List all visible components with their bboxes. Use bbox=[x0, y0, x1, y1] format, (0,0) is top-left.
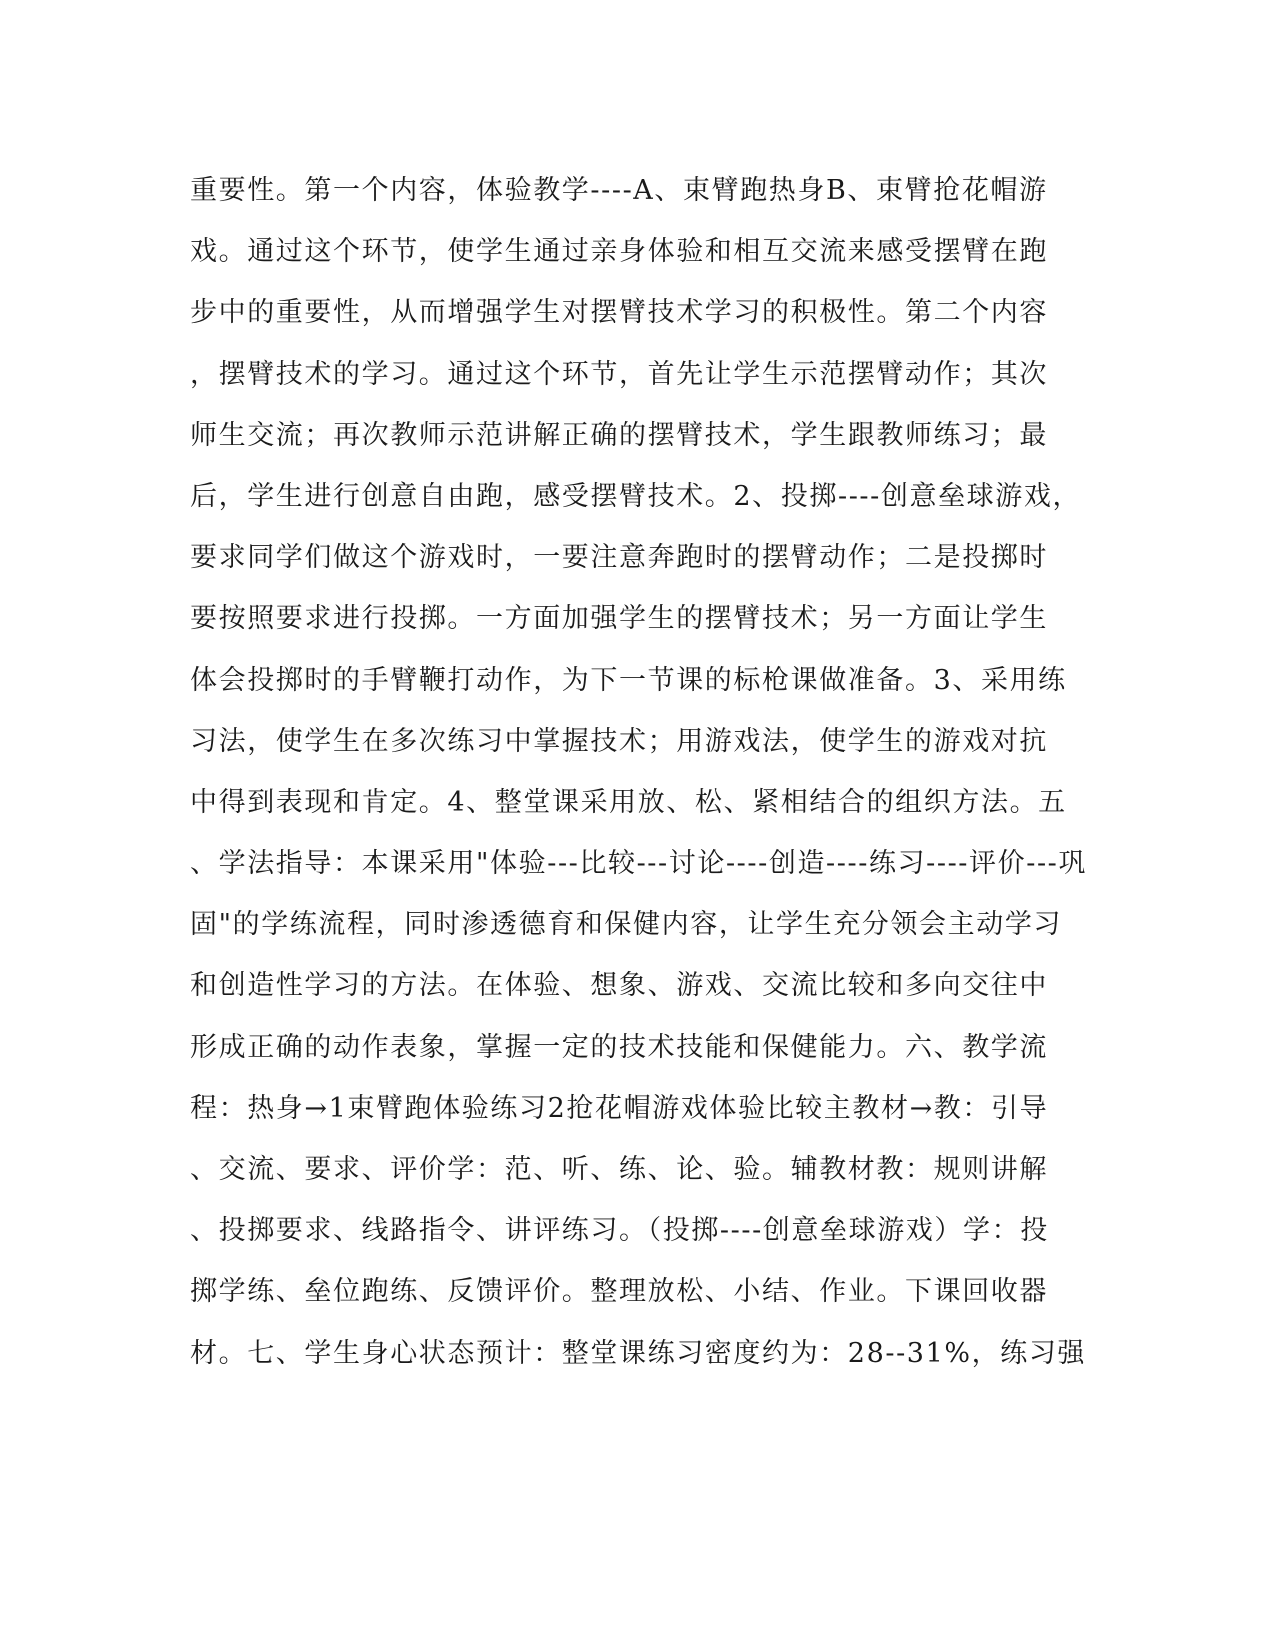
text-line: 师生交流；再次教师示范讲解正确的摆臂技术，学生跟教师练习；最 bbox=[190, 419, 1048, 451]
text-line: ，摆臂技术的学习。通过这个环节，首先让学生示范摆臂动作；其次 bbox=[190, 358, 1048, 390]
text-line: 习法，使学生在多次练习中掌握技术；用游戏法，使学生的游戏对抗 bbox=[190, 725, 1048, 757]
text-line: 体会投掷时的手臂鞭打动作，为下一节课的标枪课做准备。3、采用练 bbox=[190, 664, 1067, 696]
body-text bbox=[190, 160, 1090, 1384]
text-line: 步中的重要性，从而增强学生对摆臂技术学习的积极性。第二个内容 bbox=[190, 297, 1048, 329]
text-line: 掷学练、垒位跑练、反馈评价。整理放松、小结、作业。下课回收器 bbox=[190, 1276, 1048, 1308]
text-line: 形成正确的动作表象，掌握一定的技术技能和保健能力。六、教学流 bbox=[190, 1031, 1048, 1063]
text-line: 要按照要求进行投掷。一方面加强学生的摆臂技术；另一方面让学生 bbox=[190, 603, 1048, 635]
text-line: 中得到表现和肯定。4、整堂课采用放、松、紧相结合的组织方法。五 bbox=[190, 786, 1067, 818]
text-line: 、交流、要求、评价学：范、听、练、论、验。辅教材教：规则讲解 bbox=[190, 1154, 1048, 1185]
text-line: 后，学生进行创意自由跑，感受摆臂技术。2、投掷----创意垒球游戏， bbox=[190, 480, 1082, 512]
text-line: 材。七、学生身心状态预计：整堂课练习密度约为：28--31%，练习强 bbox=[190, 1337, 1087, 1369]
text-line: 固"的学练流程，同时渗透德育和保健内容，让学生充分领会主动学习 bbox=[190, 909, 1063, 941]
text-line: 、学法指导：本课采用"体验---比较---讨论----创造----练习----评价---巩 bbox=[190, 848, 1088, 880]
text-line: 戏。通过这个环节，使学生通过亲身体验和相互交流来感受摆臂在跑 bbox=[190, 236, 1048, 268]
text-line: 和创造性学习的方法。在体验、想象、游戏、交流比较和多向交往中 bbox=[190, 970, 1048, 1002]
text-line: 、投掷要求、线路指令、讲评练习。（投掷----创意垒球游戏）学：投 bbox=[190, 1215, 1049, 1247]
text-line: 要求同学们做这个游戏时，一要注意奔跑时的摆臂动作；二是投掷时 bbox=[190, 542, 1048, 574]
text-line: 重要性。第一个内容，体验教学----A、束臂跑热身B、束臂抢花帽游 bbox=[190, 175, 1048, 206]
text-line: 程：热身→1束臂跑体验练习2抢花帽游戏体验比较主教材→教：引导 bbox=[190, 1092, 1049, 1124]
